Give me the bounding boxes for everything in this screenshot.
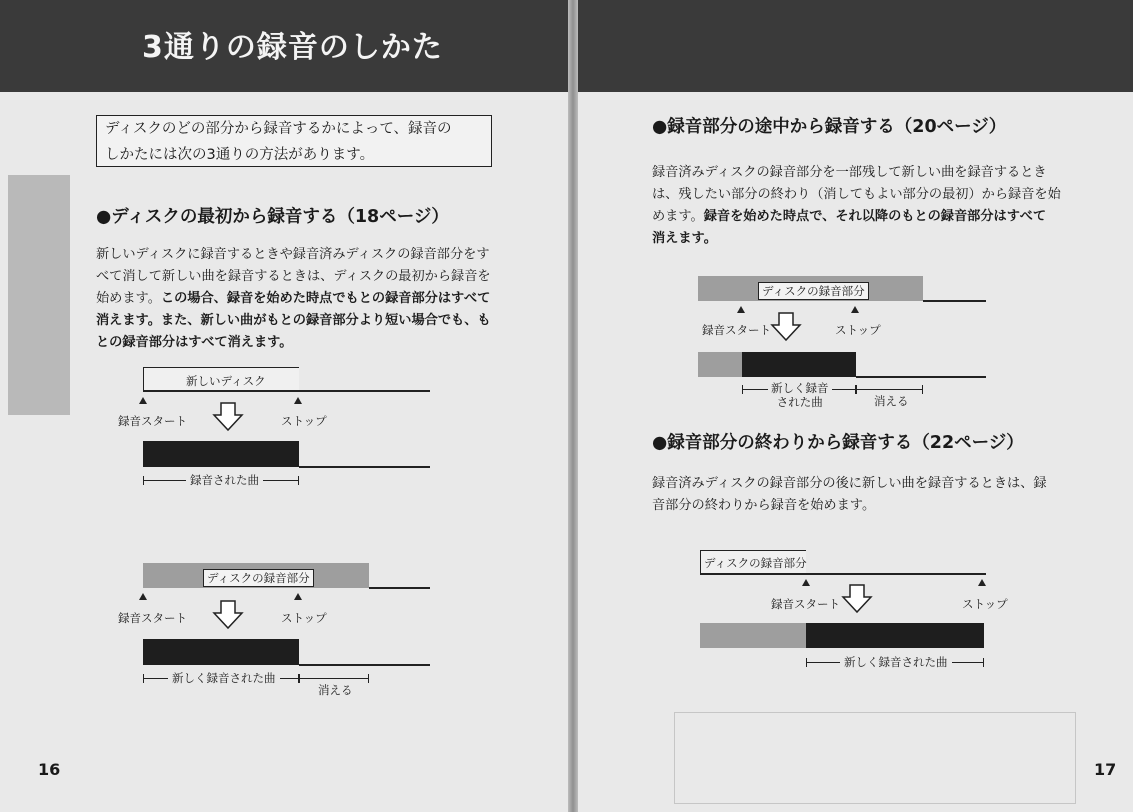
start-marker-4 bbox=[802, 579, 810, 586]
section2-line-3b: 録音を始めた時点で、それ以降のもとの録音部分はすべて bbox=[703, 209, 1047, 224]
intro-box bbox=[96, 115, 492, 167]
new-recording-bar bbox=[143, 639, 299, 665]
disc-line-6 bbox=[856, 376, 986, 378]
stop-marker-3 bbox=[851, 306, 859, 313]
recorded-song-label: 録音された曲 bbox=[186, 472, 263, 488]
stop-marker-4 bbox=[978, 579, 986, 586]
section2-line-1: 録音済みディスクの録音部分を一部残して新しい曲を録音するとき bbox=[652, 165, 1047, 180]
down-arrow-icon bbox=[212, 402, 244, 432]
section2-line-3 bbox=[652, 206, 1061, 228]
right-header-band bbox=[578, 0, 1133, 92]
section1-line-3b: この場合、録音を始めた時点でもとの録音部分はすべて bbox=[160, 291, 491, 306]
start-marker-1 bbox=[139, 397, 147, 404]
section2-body bbox=[652, 162, 1061, 250]
section1-line-3a: 始めます。 bbox=[96, 291, 161, 306]
erased-span bbox=[299, 678, 369, 679]
new-recording-bar-4 bbox=[806, 623, 984, 648]
existing-recording-label: ディスクの録音部分 bbox=[203, 569, 314, 587]
section3-line-2: 音部分の終わりから録音を始めます。 bbox=[652, 498, 876, 513]
section1-heading: ●ディスクの最初から録音する（18ページ） bbox=[96, 207, 449, 227]
record-start-label-2: 録音スタート bbox=[118, 611, 187, 625]
right-page bbox=[578, 0, 1133, 812]
erased-span-3 bbox=[856, 389, 923, 390]
disc-line-7 bbox=[700, 573, 986, 575]
disc-line-4 bbox=[299, 664, 430, 666]
existing-recording-label-3: ディスクの録音部分 bbox=[758, 282, 869, 300]
recorded-bar-1 bbox=[143, 441, 299, 467]
disc-line-3 bbox=[369, 587, 430, 589]
intro-line-1: ディスクのどの部分から録音するかによって、録音の bbox=[105, 121, 452, 137]
kept-recording-bar-4 bbox=[700, 623, 806, 648]
section2-line-4 bbox=[652, 228, 1061, 250]
section1-line-5 bbox=[96, 332, 491, 354]
down-arrow-icon bbox=[841, 584, 873, 614]
erased-label-3: 消える bbox=[874, 394, 909, 408]
section1-line-5-text: との録音部分はすべて消えます。 bbox=[96, 335, 293, 350]
record-start-label-3: 録音スタート bbox=[702, 323, 771, 337]
book-gutter bbox=[568, 0, 578, 812]
section1-line-2: べて消して新しい曲を録音するときは、ディスクの最初から録音を bbox=[96, 269, 491, 284]
background-table-outline bbox=[674, 712, 1076, 804]
section1-line-4 bbox=[96, 310, 491, 332]
page-number-right: 17 bbox=[1094, 760, 1117, 779]
new-disc-label: 新しいディスク bbox=[186, 374, 266, 388]
section2-line-2: は、残したい部分の終わり（消してもよい部分の最初）から録音を始 bbox=[652, 187, 1061, 202]
new-recording-label-3-line1: 新しく録音 bbox=[771, 381, 829, 395]
left-side-tab bbox=[8, 175, 70, 415]
kept-part-bar bbox=[698, 352, 742, 377]
section1-line-3 bbox=[96, 288, 491, 310]
section3-heading: ●録音部分の終わりから録音する（22ページ） bbox=[652, 433, 1024, 453]
stop-label-1: ストップ bbox=[281, 414, 327, 428]
section1-line-1: 新しいディスクに録音するときや録音済みディスクの録音部分をす bbox=[96, 247, 490, 262]
record-start-label-1: 録音スタート bbox=[118, 414, 187, 428]
page-title: 3通りの録音のしかた bbox=[142, 30, 443, 65]
erased-label: 消える bbox=[318, 683, 353, 697]
stop-label-4: ストップ bbox=[962, 597, 1008, 611]
new-recording-label-4: 新しく録音された曲 bbox=[840, 654, 952, 670]
section1-line-4-text: 消えます。また、新しい曲がもとの録音部分より短い場合でも、も bbox=[96, 313, 491, 328]
section3-body bbox=[652, 473, 1047, 517]
disc-line-5 bbox=[923, 300, 986, 302]
new-recording-bar-3 bbox=[742, 352, 856, 377]
new-recording-label: 新しく録音された曲 bbox=[168, 670, 280, 686]
down-arrow-icon bbox=[212, 600, 244, 630]
new-recording-label-3-line2: された曲 bbox=[776, 395, 823, 409]
existing-recording-label-4: ディスクの録音部分 bbox=[704, 556, 807, 570]
section2-line-4-text: 消えます。 bbox=[652, 231, 717, 246]
record-start-label-4: 録音スタート bbox=[771, 597, 840, 611]
stop-marker-1 bbox=[294, 397, 302, 404]
start-marker-2 bbox=[139, 593, 147, 600]
stop-label-2: ストップ bbox=[281, 611, 327, 625]
stop-marker-2 bbox=[294, 593, 302, 600]
disc-line-2 bbox=[299, 466, 430, 468]
left-header-band bbox=[0, 0, 568, 92]
disc-line-1 bbox=[143, 390, 430, 392]
new-recording-label-3 bbox=[768, 381, 832, 409]
section2-line-3a: めます。 bbox=[652, 209, 704, 224]
down-arrow-icon bbox=[770, 312, 802, 342]
page-number-left: 16 bbox=[38, 760, 61, 779]
section3-line-1: 録音済みディスクの録音部分の後に新しい曲を録音するときは、録 bbox=[652, 476, 1047, 491]
intro-line-2: しかたには次の3通りの方法があります。 bbox=[105, 147, 375, 163]
stop-label-3: ストップ bbox=[835, 323, 881, 337]
start-marker-3 bbox=[737, 306, 745, 313]
section1-body bbox=[96, 244, 491, 354]
section2-heading: ●録音部分の途中から録音する（20ページ） bbox=[652, 117, 1007, 137]
